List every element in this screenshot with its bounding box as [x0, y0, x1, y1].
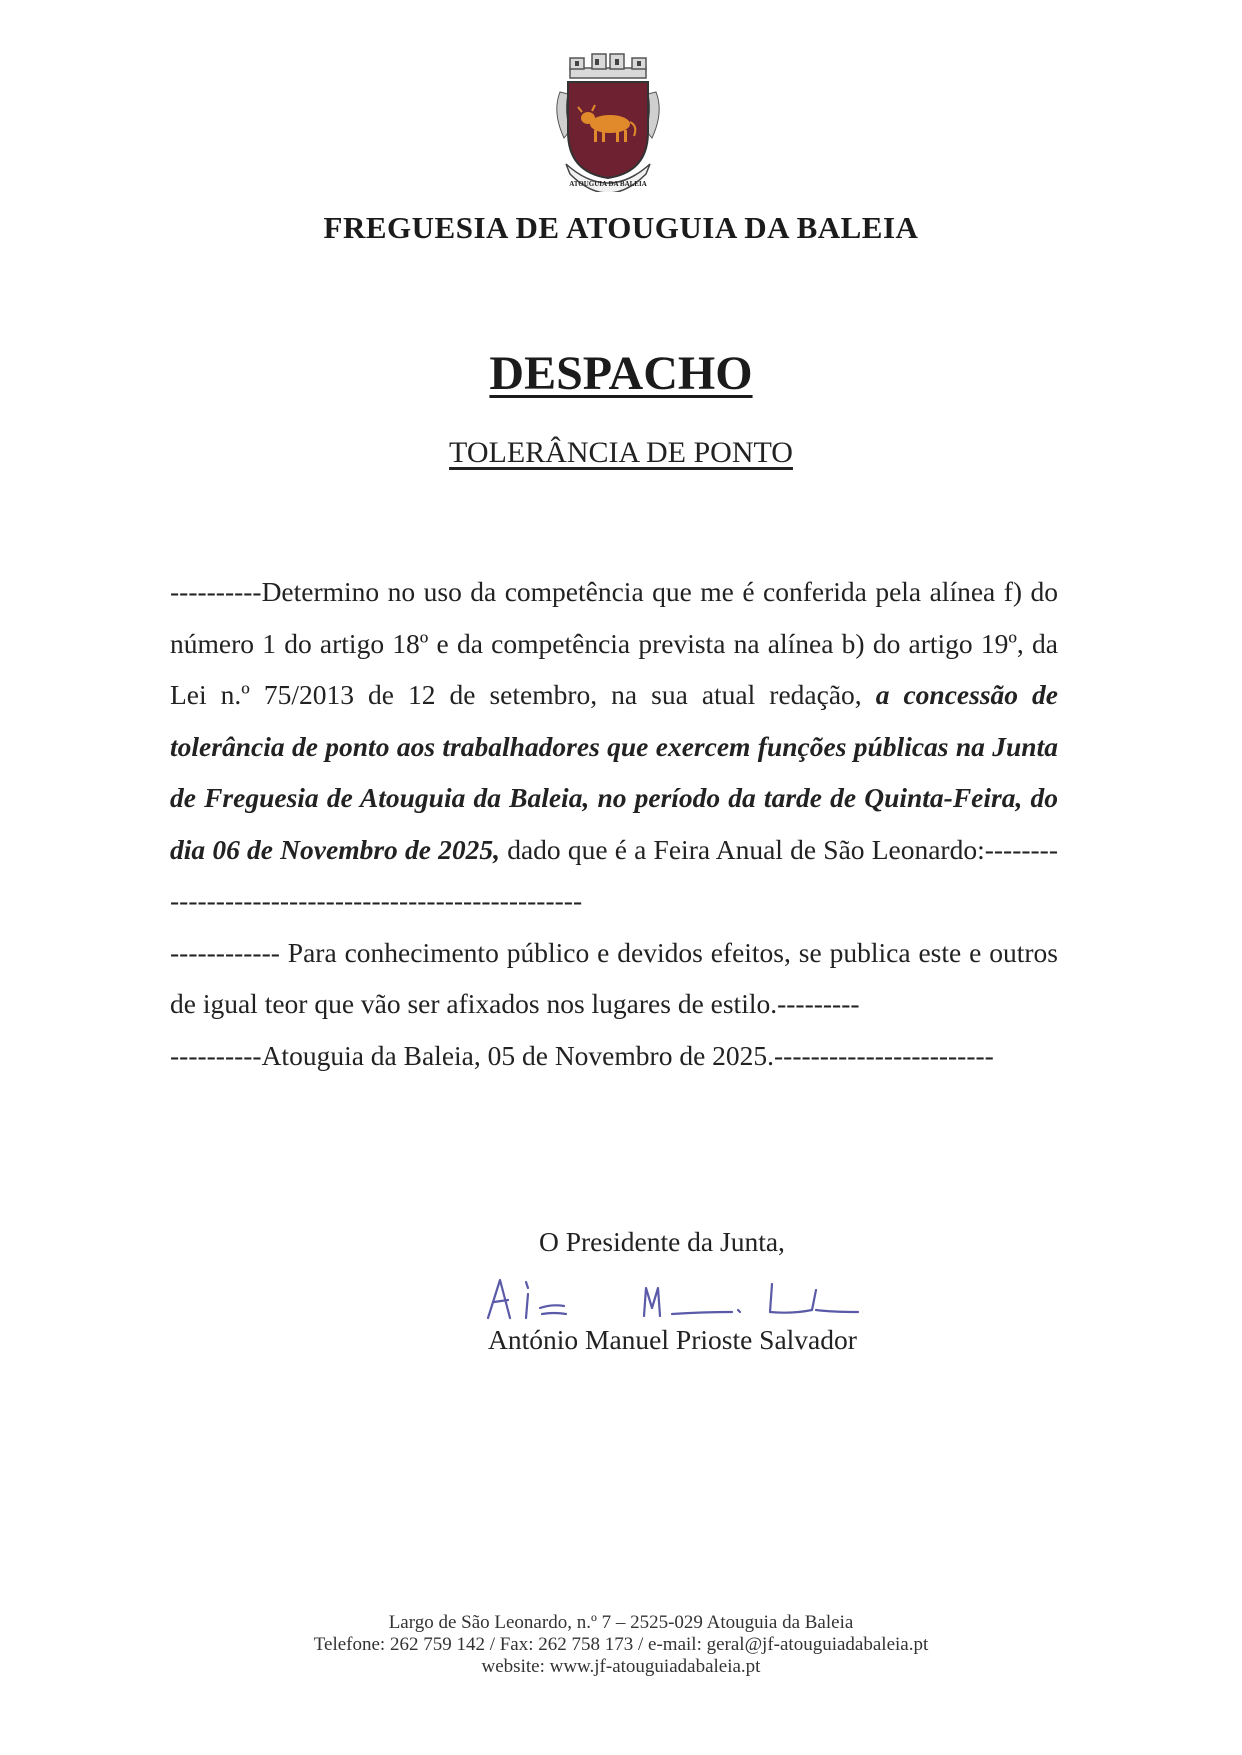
organization-name: FREGUESIA DE ATOUGUIA DA BALEIA — [323, 210, 919, 245]
paragraph-determination — [170, 566, 1058, 927]
signer-role: O Presidente da Junta, — [539, 1226, 785, 1257]
mural-crown-icon — [570, 54, 646, 78]
page-footer — [0, 1612, 1242, 1678]
document-title: DESPACHO — [489, 347, 753, 400]
paragraph-intro: ----------Determino no uso da competência que me é conferida pela alínea f) do número 1 do artigo 18º e da competência prevista na alínea b) do artigo 19º, da Lei n.º 75/2013 de 12 de setembro, na sua atual redação, — [170, 576, 1058, 710]
footer-contacts: Telefone: 262 759 142 / Fax: 262 758 173 / e-mail: geral@jf-atouguiadabaleia.pt — [313, 1634, 929, 1655]
document-subtitle: TOLERÂNCIA DE PONTO — [449, 436, 793, 469]
footer-website: website: www.jf-atouguiadabaleia.pt — [481, 1656, 761, 1677]
paragraph-end: dado que é a Feira Anual de São Leonardo:----------------------------------------------------- — [170, 833, 1058, 916]
crest-ribbon-text: ATOUGUIA DA BALEIA — [569, 180, 647, 188]
paragraph-emphasis: a concessão de tolerância de ponto aos trabalhadores que exercem funções públicas na Junta de Freguesia de Atouguia da Baleia, no período da tarde de Quinta-Feira, do dia 06 de Novembro de 2025, — [170, 679, 1059, 865]
paragraph-place-date: ----------Atouguia da Baleia, 05 de Novembro de 2025.------------------------ — [170, 1039, 994, 1071]
document-body — [170, 566, 1058, 1081]
handwritten-signature — [482, 1268, 872, 1328]
paragraph-publication: ------------ Para conhecimento público e devidos efeitos, se publica este e outros de igual teor que vão ser afixados nos lugares de estilo.--------- — [170, 936, 1058, 1019]
coat-of-arms-logo — [548, 52, 668, 192]
footer-address: Largo de São Leonardo, n.º 7 – 2525-029 Atouguia da Baleia — [388, 1612, 854, 1633]
signer-name: António Manuel Prioste Salvador — [488, 1324, 857, 1355]
